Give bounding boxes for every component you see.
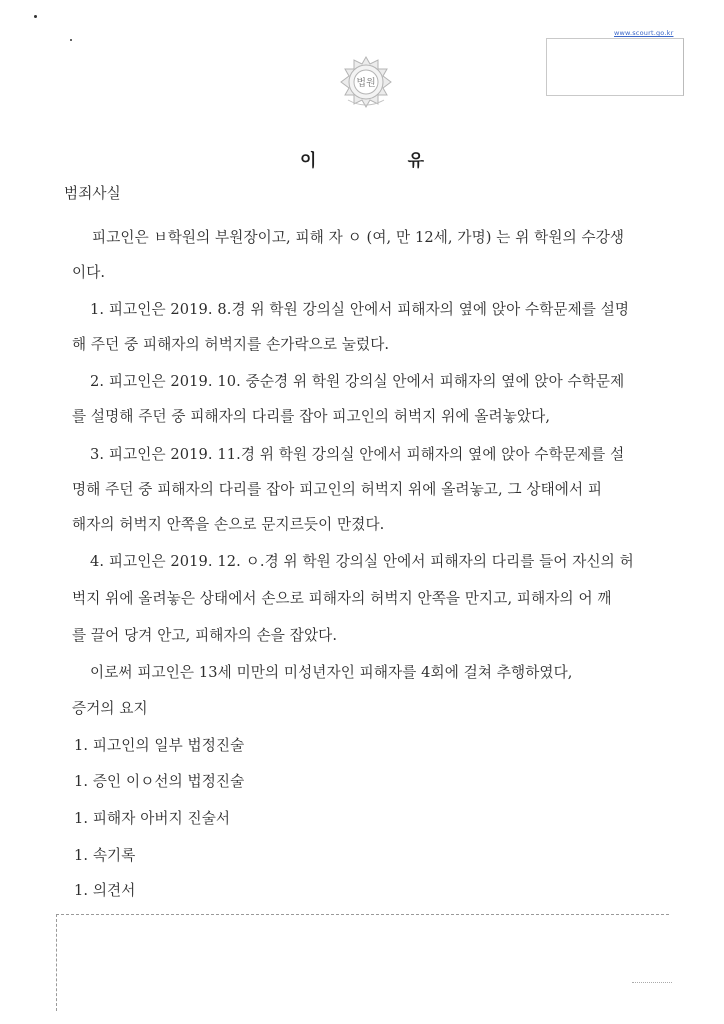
stamp-caption: [620, 94, 678, 99]
page-number-marker: [632, 982, 672, 987]
paragraph-line: 피고인은 ㅂ학원의 부원장이고, 피해 자 ㅇ (여, 만 12세, 가명) 는 위 학원의 수강생: [92, 229, 625, 246]
paragraph-line: 3. 피고인은 2019. 11.경 위 학원 강의실 안에서 피해자의 옆에 앉아 수학문제를 설: [90, 446, 625, 463]
page-title: [300, 146, 424, 171]
paragraph-line: 이로써 피고인은 13세 미만의 미성년자인 피해자를 4회에 걸쳐 추행하였다,: [90, 664, 573, 681]
court-emblem: [338, 54, 394, 110]
paragraph-line: 명해 주던 중 피해자의 다리를 잡아 피고인의 허벅지 위에 올려놓고, 그 상태에서 피: [72, 481, 603, 498]
evidence-item: 1. 피해자 아버지 진술서: [74, 810, 231, 827]
evidence-item: 1. 속기록: [74, 847, 136, 864]
issuance-stamp-box: [546, 38, 684, 96]
section-heading: 증거의 요지: [72, 700, 148, 717]
paragraph-line: 해 주던 중 피해자의 허벅지를 손가락으로 눌렀다.: [72, 336, 390, 353]
section-heading: 범죄사실: [64, 185, 121, 202]
scan-speck: [34, 15, 37, 18]
paragraph-line: 1. 피고인은 2019. 8.경 위 학원 강의실 안에서 피해자의 옆에 앉아 수학문제를 설명: [90, 301, 630, 318]
paragraph-line: 를 설명해 주던 중 피해자의 다리를 잡아 피고인의 허벅지 위에 올려놓았다,: [72, 408, 551, 425]
title-char: 유: [407, 151, 424, 171]
court-website-link[interactable]: www.scourt.go.kr: [614, 29, 674, 37]
paragraph-line: 이다.: [72, 264, 106, 281]
paragraph-line: 2. 피고인은 2019. 10. 중순경 위 학원 강의실 안에서 피해자의 옆에 앉아 수학문제: [90, 373, 625, 390]
paragraph-line: 4. 피고인은 2019. 12. ㅇ.경 위 학원 강의실 안에서 피해자의 다리를 들어 자신의 허: [90, 553, 634, 570]
paragraph-line: 벅지 위에 올려놓은 상태에서 손으로 피해자의 허벅지 안쪽을 만지고, 피해자의 어 깨: [72, 590, 612, 607]
evidence-item: 1. 피고인의 일부 법정진술: [74, 737, 245, 754]
scan-speck: [70, 39, 72, 41]
emblem-label: 법원: [356, 78, 376, 89]
evidence-item: 1. 증인 이ㅇ선의 법정진술: [74, 773, 245, 790]
paragraph-line: 해자의 허벅지 안쪽을 손으로 문지르듯이 만졌다.: [72, 516, 385, 533]
footer-stamp-box: [56, 914, 669, 1011]
evidence-item: 1. 의견서: [74, 882, 136, 899]
title-char: 이: [300, 151, 317, 171]
paragraph-line: 를 끌어 당겨 안고, 피해자의 손을 잡았다.: [72, 627, 338, 644]
